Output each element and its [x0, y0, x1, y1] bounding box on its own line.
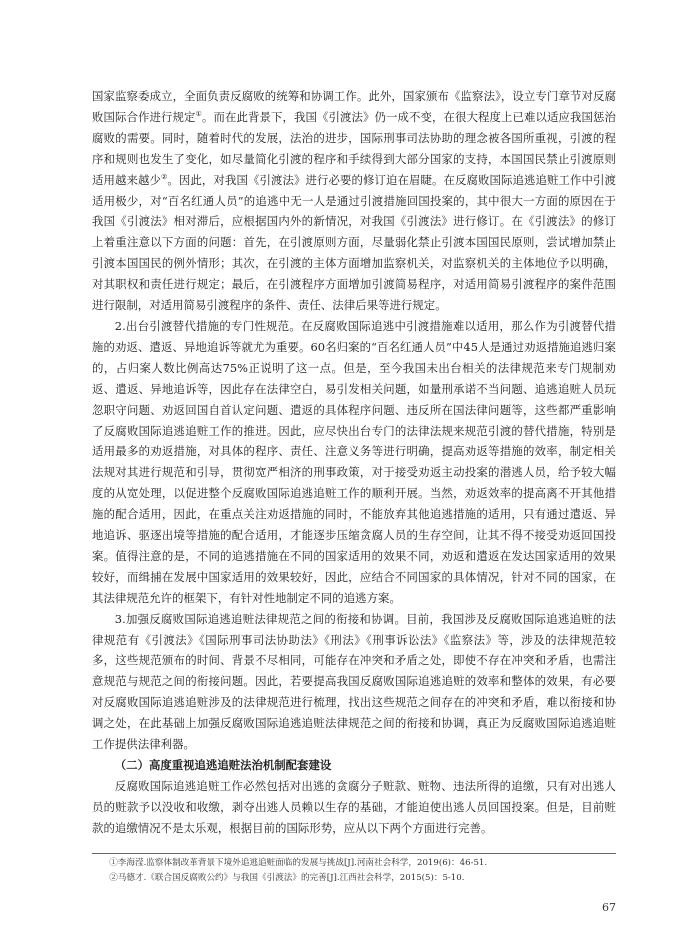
body-paragraph [92, 609, 616, 755]
closing-paragraph: 反腐败国际追逃追赃工作必然包括对出逃的贪腐分子赃款、赃物、违法所得的追缴，只有对出逃人员的赃款予以没收和收缴，剥夺出逃人员赖以生存的基础，才能迫使出逃人员回国投案。但是，目前赃款的追缴情况不是太乐观，根据目前的国际形势，应从以下两个方面进行完善。 [92, 778, 616, 835]
footnote-marker: ① [195, 110, 202, 119]
section-heading: （二）高度重视追逃追赃法治机制配套建设 [114, 758, 332, 772]
paragraph-list [92, 86, 616, 755]
body-paragraph [92, 86, 616, 316]
body-text [92, 86, 616, 839]
paragraph-text: 2.出台引渡替代措施的专门性规范。在反腐败国际追逃中引渡措施难以适用，那么作为引渡替代措施的劝返、遣返、异地追诉等就尤为重要。60名归案的“百名红通人员”中45人是通过劝返措施追逃归案的，占归案人数比例高达75%正说明了这一点。但是，至今我国未出台相关的法律规范来专门规制劝返、遣返、异地追诉等，因此存在法律空白，易引发相关问题，如量刑承诺不当问题、追逃追赃人员玩忽职守问题、劝返回国自首认定问题、遣返的具体程序问题、违反所在国法律问题等，这些都严重影响了反腐败国际追逃追赃工作的推进。因此，应尽快出台专门的法律法规来规范引渡的替代措施，特别是适用最多的劝返措施，对具体的程序、责任、注意义务等进行明确，提高劝返等措施的效率，制定相关法规对其进行规范和引导，贯彻宽严相济的刑事政策，对于接受劝返主动投案的潜逃人员，给予较大幅度的从宽处理，以促进整个反腐败国际追逃追赃工作的顺利开展。当然，劝返效率的提高离不开其他措施的配合适用，因此，在重点关注劝返措施的同时，不能放弃其他追逃措施的适用，只有通过遣返、异地追诉、驱逐出境等措施的配合适用，才能逐步压缩贪腐人员的生存空间，让其不得不接受劝返回国投案。值得注意的是，不同的追逃措施在不同的国家适用的效果不同，劝返和遣返在发达国家适用的效果较好，而缉捕在发展中国家适用的效果较好，因此，应结合不同国家的具体情况，针对不同的国家，在其法律规范允许的框架下，有针对性地制定不同的追逃方案。 [92, 318, 616, 605]
body-paragraph [92, 316, 616, 609]
footnote-2: ②马德才.《联合国反腐败公约》与我国《引渡法》的完善[J].江西社会科学，2015(5)：5-10. [109, 873, 465, 883]
page-number: 67 [602, 901, 616, 914]
footnote-marker: ② [161, 172, 168, 181]
footnotes [92, 853, 616, 886]
paragraph-text: 。因此，对我国《引渡法》进行必要的修订迫在眉睫。在反腐败国际追逃追赃工作中引渡适用极少，对“百名红通人员”的追逃中无一人是通过引渡措施回国投案的，其中很大一方面的原因在于我国《引渡法》相对滞后，应根据国内外的新情况，对我国《引渡法》进行修订。在《引渡法》的修订上着重注意以下方面的问题：首先，在引渡原则方面，尽量弱化禁止引渡本国国民原则，尝试增加禁止引渡本国国民的例外情形；其次，在引渡的主体方面增加监察机关，对监察机关的主体地位予以明确，对其职权和责任进行规定；最后，在引渡程序方面增加引渡简易程序，对适用简易引渡程序的案件范围进行限制，对适用简易引渡程序的条件、责任、法律后果等进行规定。 [92, 172, 616, 313]
footnote-1: ①李海滢.监察体制改革背景下境外追逃追赃面临的发展与挑战[J].河南社会科学，2019(6)：46-51. [109, 858, 488, 868]
paragraph-text: 国家监察委成立，全面负责反腐败的统筹和协调工作。此外，国家颁布《监察法》，设立专门章节对反腐败国际合作进行规定 [92, 89, 616, 124]
paragraph-text: 。而在此背景下，我国《引渡法》仍一成不变，在很大程度上已难以适应我国惩治腐败的需要。同时，随着时代的发展，法治的进步，国际刑事司法协助的理念被各国所重视，引渡的程序和规则也发生了变化，如尽量简化引渡的程序和手续得到大部分国家的支持，本国国民禁止引渡原则适用越来越少 [92, 109, 617, 187]
paragraph-text: 3.加强反腐败国际追逃追赃法律规范之间的衔接和协调。目前，我国涉及反腐败国际追逃追赃的法律规范有《引渡法》《国际刑事司法协助法》《刑法》《刑事诉讼法》《监察法》等，涉及的法律规范较多，这些规范颁布的时间、背景不尽相同，可能存在冲突和矛盾之处，即使不存在冲突和矛盾，也需注意规范与规范之间的衔接问题。因此，若要提高我国反腐败国际追逃追赃的效率和整体的效果，有必要对反腐败国际追逃追赃涉及的法律规范进行梳理，找出这些规范之间存在的冲突和矛盾，难以衔接和协调之处，在此基础上加强反腐败国际追逃追赃法律规范之间的衔接和协调，真正为反腐败国际追逃追赃工作提供法律利器。 [92, 611, 616, 752]
